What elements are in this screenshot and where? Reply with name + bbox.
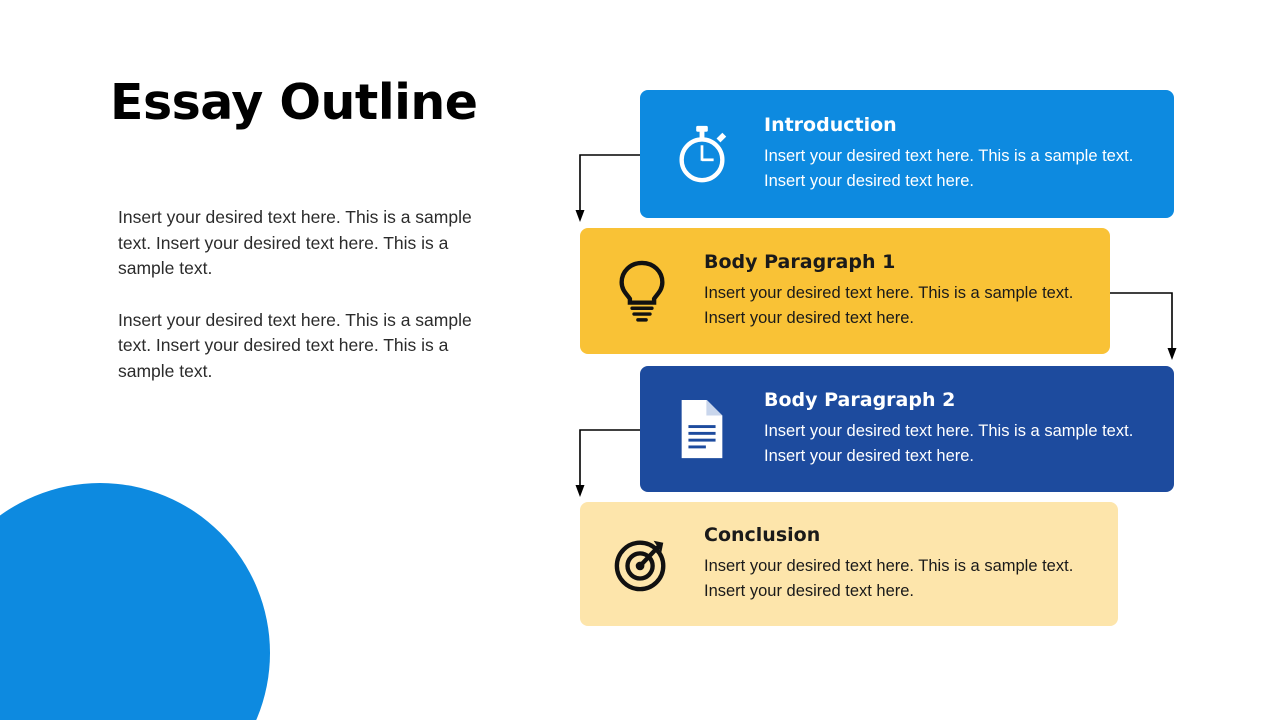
lightbulb-icon — [580, 260, 704, 322]
document-icon — [640, 398, 764, 460]
card-title-conclusion: Conclusion — [704, 524, 821, 546]
page-title: Essay Outline — [110, 74, 478, 131]
card-text-conclusion: Insert your desired text here. This is a sample text. Insert your desired text here. — [704, 557, 1074, 600]
card-title-body-paragraph-1: Body Paragraph 1 — [704, 251, 896, 273]
card-conclusion[interactable] — [580, 502, 1118, 626]
left-paragraph-2: Insert your desired text here. This is a sample text. Insert your desired text here. This is a sample text. — [118, 309, 472, 381]
card-text-body-paragraph-1: Insert your desired text here. This is a sample text. Insert your desired text here. — [704, 284, 1074, 327]
left-text-block — [118, 205, 488, 410]
card-body-paragraph-2[interactable] — [640, 366, 1174, 492]
card-body-introduction — [764, 114, 1174, 194]
card-title-introduction: Introduction — [764, 114, 897, 136]
target-icon — [580, 535, 704, 593]
stopwatch-icon — [640, 123, 764, 185]
decorative-blue-circle — [0, 483, 270, 720]
card-text-body-paragraph-2: Insert your desired text here. This is a sample text. Insert your desired text here. — [764, 422, 1134, 465]
card-introduction[interactable] — [640, 90, 1174, 218]
left-paragraph-1: Insert your desired text here. This is a sample text. Insert your desired text here. This is a sample text. — [118, 207, 472, 278]
card-body-text-2 — [764, 389, 1174, 469]
card-body-text-conclusion — [704, 524, 1118, 604]
connector-arrow-body-paragraph-2 — [1110, 288, 1200, 378]
card-text-introduction: Insert your desired text here. This is a sample text. Insert your desired text here. — [764, 147, 1134, 190]
card-body-paragraph-1[interactable] — [580, 228, 1110, 354]
card-title-body-paragraph-2: Body Paragraph 2 — [764, 389, 956, 411]
card-body-text-1 — [704, 251, 1110, 331]
